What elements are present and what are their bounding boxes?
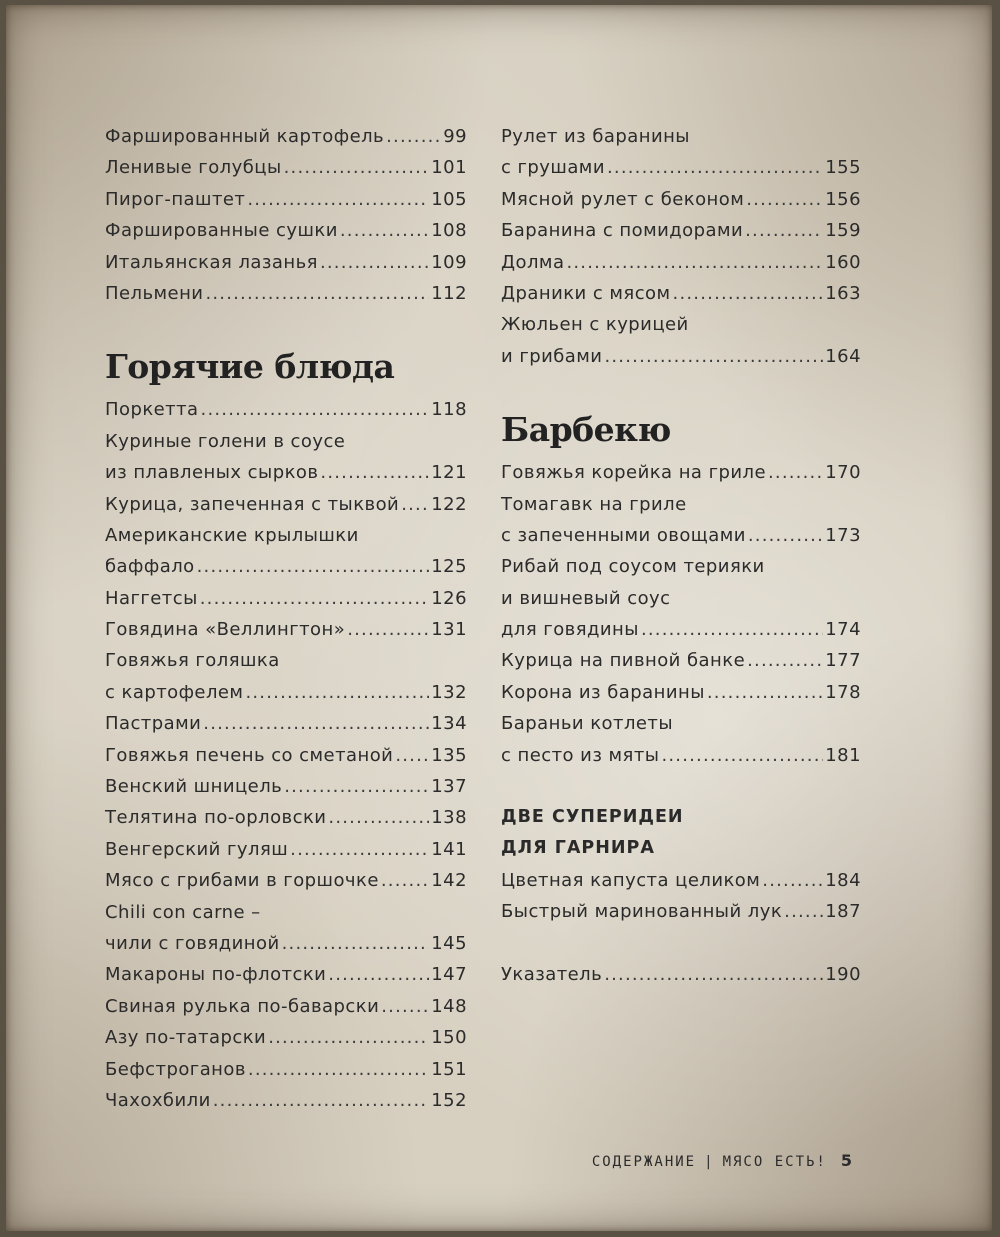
- toc-entry-title: баффало: [105, 556, 195, 578]
- section-heading-barbecue: Барбекю: [501, 410, 671, 450]
- toc-entry: [105, 520, 467, 551]
- dot-leader: [320, 247, 429, 278]
- dot-leader: [381, 991, 429, 1022]
- toc-entry-page: 187: [825, 901, 861, 923]
- toc-entry-title: с грушами: [501, 157, 605, 179]
- toc-entry-page: 148: [431, 995, 467, 1017]
- toc-entry[interactable]: [105, 121, 467, 152]
- toc-entry-title: для говядины: [501, 619, 639, 641]
- toc-entry-title: Говядина «Веллингтон»: [105, 619, 346, 641]
- toc-entry[interactable]: [501, 740, 861, 771]
- toc-entry[interactable]: [501, 614, 861, 645]
- dot-leader: [203, 708, 429, 739]
- footer-section-label: СОДЕРЖАНИЕ: [591, 1154, 697, 1170]
- toc-entry-page: 137: [431, 776, 467, 798]
- toc-entry[interactable]: [501, 645, 861, 676]
- toc-entry[interactable]: [105, 247, 467, 278]
- dot-leader: [566, 247, 823, 278]
- toc-entry[interactable]: [501, 247, 861, 278]
- toc-entry-title: Наггетсы: [105, 587, 198, 609]
- dot-leader: [347, 614, 429, 645]
- dot-leader: [320, 457, 429, 488]
- toc-entry-title: Рибай под соусом терияки: [501, 556, 765, 578]
- toc-entry-page: 152: [431, 1089, 467, 1111]
- toc-entry-page: 135: [431, 744, 467, 766]
- toc-entry[interactable]: [501, 457, 861, 488]
- toc-entry-page: 99: [443, 126, 467, 147]
- toc-entry[interactable]: [501, 341, 861, 372]
- toc-entry-page: 159: [825, 220, 861, 242]
- dot-leader: [661, 740, 823, 771]
- toc-entry-page: 126: [431, 587, 467, 609]
- toc-entry-title: из плавленых сырков: [105, 462, 319, 484]
- toc-entry[interactable]: [501, 184, 861, 215]
- toc-entry: [501, 121, 861, 152]
- toc-entry: [501, 309, 861, 340]
- toc-entry-page: 134: [431, 713, 467, 735]
- toc-entry[interactable]: [105, 959, 467, 990]
- toc-entry-title: Chili con carne –: [105, 901, 261, 923]
- toc-entry-title: Пастрами: [105, 713, 202, 735]
- toc-entry-title: Корона из баранины: [501, 681, 705, 703]
- dot-leader: [381, 865, 429, 896]
- dot-leader: [284, 152, 430, 183]
- toc-garnish-list: [501, 865, 861, 928]
- toc-entry-page: 160: [825, 251, 861, 273]
- toc-left-column: [105, 121, 467, 1116]
- dot-leader: [245, 677, 429, 708]
- toc-entry-title: и грибами: [501, 345, 603, 367]
- toc-entry-page: 141: [431, 838, 467, 860]
- toc-entry-title: Бараньи котлеты: [501, 713, 674, 735]
- toc-entry-title: Пирог-паштет: [105, 188, 246, 210]
- toc-entry-title: Азу по-татарски: [105, 1027, 267, 1049]
- page-footer: [592, 1151, 852, 1170]
- toc-entry-page: 125: [431, 556, 467, 578]
- toc-hot-dishes-list: [105, 394, 467, 1116]
- toc-entry-title: Телятина по-орловски: [105, 807, 327, 829]
- toc-entry-title: Ленивые голубцы: [105, 157, 282, 179]
- toc-entry-page: 138: [431, 807, 467, 829]
- toc-entry-title: Рулет из баранины: [501, 126, 690, 147]
- dot-leader: [745, 215, 823, 246]
- toc-entry[interactable]: [501, 865, 861, 896]
- toc-entry[interactable]: [105, 991, 467, 1022]
- toc-entry-title: Макароны по-флотски: [105, 964, 327, 986]
- toc-entry-page: 122: [431, 493, 467, 515]
- toc-entry: [501, 708, 861, 739]
- toc-entry-title: Чахохбили: [105, 1089, 211, 1111]
- toc-entry-title: Быстрый маринованный лук: [501, 901, 783, 923]
- toc-entry-title: Курица на пивной банке: [501, 650, 746, 672]
- toc-entry-page: 147: [431, 964, 467, 986]
- dot-leader: [328, 802, 429, 833]
- toc-entry: [501, 489, 861, 520]
- dot-leader: [395, 740, 429, 771]
- toc-entry-title: с картофелем: [105, 681, 244, 703]
- toc-entry-page: 131: [431, 619, 467, 641]
- toc-entry[interactable]: [105, 489, 467, 520]
- toc-entry: [105, 645, 467, 676]
- toc-entry-title: Поркетта: [105, 399, 199, 421]
- toc-entry-title: с запеченными овощами: [501, 524, 746, 546]
- toc-entry-title: Жюльен с курицей: [501, 314, 689, 336]
- toc-entry[interactable]: [105, 1054, 467, 1085]
- subsection-heading-line1: ДВЕ СУПЕРИДЕИ: [501, 807, 684, 828]
- toc-entry-title: Долма: [501, 251, 565, 273]
- dot-leader: [401, 489, 429, 520]
- dot-leader: [200, 583, 430, 614]
- dot-leader: [328, 959, 429, 990]
- dot-leader: [673, 278, 824, 309]
- toc-entry-page: 181: [825, 744, 861, 766]
- toc-entry-page: 142: [431, 870, 467, 892]
- toc-entry-page: 118: [431, 399, 467, 421]
- dot-leader: [340, 215, 429, 246]
- dot-leader: [213, 1085, 430, 1116]
- toc-entry-page: 173: [825, 524, 861, 546]
- toc-entry[interactable]: [105, 740, 467, 771]
- dot-leader: [707, 677, 823, 708]
- toc-entry[interactable]: [105, 551, 467, 582]
- toc-entry-title: Говяжья печень со сметаной: [105, 744, 394, 766]
- toc-entry[interactable]: [105, 583, 467, 614]
- toc-entry-page: 184: [825, 869, 861, 891]
- toc-entry-title: Говяжья корейка на гриле: [501, 462, 766, 484]
- toc-entry[interactable]: [501, 278, 861, 309]
- toc-entry-page: 109: [431, 251, 467, 273]
- subsection-heading-line2: ДЛЯ ГАРНИРА: [501, 838, 655, 859]
- toc-entry-page: 155: [825, 157, 861, 179]
- dot-leader: [201, 394, 430, 425]
- toc-entry[interactable]: [501, 520, 861, 551]
- toc-entry-title: Фаршированные сушки: [105, 220, 338, 242]
- toc-entry-title: Пельмени: [105, 282, 204, 304]
- dot-leader: [284, 771, 429, 802]
- toc-entry: [105, 897, 467, 928]
- toc-entry[interactable]: [105, 394, 467, 425]
- toc-entry-title: Указатель: [501, 963, 603, 985]
- toc-entry-page: 121: [431, 462, 467, 484]
- toc-entry-title: Венгерский гуляш: [105, 838, 289, 860]
- toc-right-column: [501, 121, 861, 990]
- toc-entry-page: 174: [825, 619, 861, 641]
- toc-entry-index[interactable]: [501, 959, 861, 990]
- toc-entry[interactable]: [501, 896, 861, 927]
- toc-entry-title: чили с говядиной: [105, 932, 280, 954]
- dot-leader: [784, 896, 823, 927]
- toc-entry-page: 156: [825, 188, 861, 210]
- toc-entry-title: Куриные голени в соусе: [105, 430, 346, 452]
- toc-entry[interactable]: [105, 677, 467, 708]
- toc-entry-title: Бефстроганов: [105, 1058, 246, 1080]
- toc-entry[interactable]: [105, 928, 467, 959]
- section-heading-hot-dishes: Горячие блюда: [105, 347, 395, 387]
- toc-entry-page: 145: [431, 932, 467, 954]
- footer-book-title: МЯСО ЕСТЬ!: [722, 1154, 827, 1170]
- toc-left-top-list: [105, 121, 467, 309]
- toc-entry[interactable]: [501, 677, 861, 708]
- toc-entry[interactable]: [105, 834, 467, 865]
- toc-entry-title: Томагавк на гриле: [501, 493, 687, 515]
- toc-entry: [105, 426, 467, 457]
- dot-leader: [604, 341, 823, 372]
- toc-entry[interactable]: [105, 1085, 467, 1116]
- toc-entry-title: Венский шницель: [105, 776, 283, 798]
- toc-entry-title: Свиная рулька по-баварски: [105, 995, 380, 1017]
- toc-entry-title: Курица, запеченная с тыквой: [105, 493, 400, 515]
- dot-leader: [386, 121, 441, 152]
- toc-entry-page: 108: [431, 220, 467, 242]
- toc-entry-page: 190: [825, 963, 861, 985]
- toc-entry[interactable]: [105, 1022, 467, 1053]
- dot-leader: [762, 865, 823, 896]
- toc-entry-page: 105: [431, 188, 467, 210]
- toc-entry-title: с песто из мяты: [501, 744, 660, 766]
- toc-entry-title: Говяжья голяшка: [105, 650, 280, 672]
- page-number: 5: [840, 1151, 852, 1170]
- dot-leader: [768, 457, 823, 488]
- toc-entry-page: 150: [431, 1027, 467, 1049]
- dot-leader: [268, 1022, 429, 1053]
- toc-barbecue-list: [501, 457, 861, 771]
- toc-entry[interactable]: [105, 708, 467, 739]
- toc-entry[interactable]: [105, 865, 467, 896]
- toc-entry[interactable]: [105, 152, 467, 183]
- toc-entry[interactable]: [105, 184, 467, 215]
- toc-entry-title: Баранина с помидорами: [501, 220, 744, 242]
- dot-leader: [247, 184, 429, 215]
- toc-entry[interactable]: [501, 215, 861, 246]
- toc-entry-title: Драники с мясом: [501, 282, 671, 304]
- toc-entry-page: 151: [431, 1058, 467, 1080]
- dot-leader: [746, 184, 823, 215]
- dot-leader: [205, 278, 429, 309]
- dot-leader: [604, 959, 823, 990]
- dot-leader: [607, 152, 823, 183]
- toc-entry-page: 112: [431, 282, 467, 304]
- dot-leader: [747, 645, 823, 676]
- toc-entry-page: 164: [825, 345, 861, 367]
- toc-entry: [501, 583, 861, 614]
- book-page: [6, 5, 992, 1231]
- toc-right-top-list: [501, 121, 861, 372]
- toc-entry[interactable]: [105, 771, 467, 802]
- toc-entry-title: Мясо с грибами в горшочке: [105, 870, 379, 892]
- dot-leader: [290, 834, 429, 865]
- toc-entry-title: Цветная капуста целиком: [501, 869, 761, 891]
- toc-entry[interactable]: [501, 152, 861, 183]
- dot-leader: [282, 928, 430, 959]
- dot-leader: [248, 1054, 429, 1085]
- toc-entry-title: Фаршированный картофель: [105, 126, 385, 147]
- toc-entry[interactable]: [105, 215, 467, 246]
- toc-entry-title: Мясной рулет с беконом: [501, 188, 745, 210]
- toc-entry-title: и вишневый соус: [501, 587, 671, 609]
- dot-leader: [641, 614, 823, 645]
- footer-separator: |: [704, 1154, 715, 1170]
- toc-entry-title: Американские крылышки: [105, 524, 359, 546]
- toc-entry-title: Итальянская лазанья: [105, 251, 318, 273]
- toc-entry-page: 170: [825, 462, 861, 484]
- toc-entry-page: 101: [431, 157, 467, 179]
- toc-entry-page: 178: [825, 681, 861, 703]
- toc-entry-page: 163: [825, 282, 861, 304]
- toc-entry: [501, 551, 861, 582]
- toc-entry[interactable]: [105, 457, 467, 488]
- dot-leader: [197, 551, 430, 582]
- toc-entry[interactable]: [105, 614, 467, 645]
- toc-entry[interactable]: [105, 278, 467, 309]
- toc-entry[interactable]: [105, 802, 467, 833]
- toc-entry-page: 132: [431, 681, 467, 703]
- dot-leader: [748, 520, 823, 551]
- toc-entry-page: 177: [825, 650, 861, 672]
